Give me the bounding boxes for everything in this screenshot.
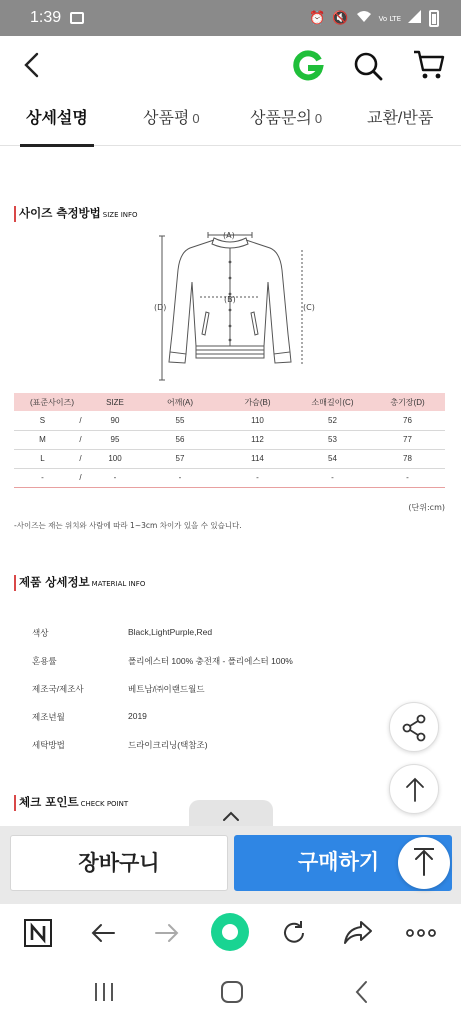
size-table xyxy=(14,393,445,488)
refresh-icon[interactable] xyxy=(280,919,308,947)
n-icon[interactable] xyxy=(24,919,52,947)
table-cell: / xyxy=(71,468,90,487)
size-note: -사이즈는 재는 위치와 사람에 따라 1~3cm 차이가 있을 수 있습니다. xyxy=(14,521,242,530)
col-header: 가슴(B) xyxy=(220,393,295,411)
section-subtitle: CHECK POINT xyxy=(80,800,129,808)
dim-d-label: (D) xyxy=(154,303,167,312)
alarm-icon: ⏰ xyxy=(309,11,326,26)
table-cell: 57 xyxy=(140,449,220,468)
table-cell: / xyxy=(71,411,90,430)
cart-icon[interactable] xyxy=(412,48,446,82)
chevron-up-icon xyxy=(189,800,273,828)
add-to-cart-button[interactable]: 장바구니 xyxy=(10,835,228,891)
tab-exchange-return[interactable] xyxy=(367,96,433,146)
table-cell: M xyxy=(14,430,71,449)
section-title-text: 제품 상세정보 xyxy=(19,575,90,589)
status-icons xyxy=(309,10,439,27)
mute-icon: 🔇 xyxy=(332,11,349,26)
material-value: Black,LightPurple,Red xyxy=(128,627,213,637)
gallery-icon xyxy=(70,12,84,24)
buy-button-label: 구매하기 xyxy=(298,850,380,874)
table-cell: 56 xyxy=(140,430,220,449)
arrow-up-icon xyxy=(390,765,440,815)
wifi-icon xyxy=(356,10,372,27)
tab-description[interactable] xyxy=(26,96,88,146)
chevron-left-icon[interactable] xyxy=(18,50,48,80)
buy-button[interactable] xyxy=(234,835,452,891)
tab-count: 0 xyxy=(314,111,323,126)
signal-icon xyxy=(408,10,422,27)
section-title-text: 체크 포인트 xyxy=(19,795,79,809)
share-button[interactable] xyxy=(389,702,439,752)
table-row xyxy=(14,449,445,468)
table-cell: - xyxy=(14,468,71,487)
recent-apps-icon[interactable] xyxy=(92,980,116,1004)
table-cell: L xyxy=(14,449,71,468)
unit-label: (단위:cm) xyxy=(408,503,445,512)
tab-label: 상품문의 xyxy=(250,110,312,127)
home-icon[interactable] xyxy=(219,979,245,1005)
expand-handle[interactable] xyxy=(189,800,273,828)
table-cell: 90 xyxy=(90,411,140,430)
table-cell: 78 xyxy=(370,449,445,468)
product-tabs xyxy=(0,96,461,146)
table-cell: 95 xyxy=(90,430,140,449)
table-cell: 52 xyxy=(295,411,370,430)
col-header: 어깨(A) xyxy=(140,393,220,411)
check-section-title xyxy=(14,795,128,811)
material-label: 혼용률 xyxy=(32,656,57,666)
tab-label: 상세설명 xyxy=(26,110,88,127)
col-header: SIZE xyxy=(90,393,140,411)
table-row xyxy=(14,430,445,449)
more-icon[interactable] xyxy=(405,919,437,947)
section-title-text: 사이즈 측정방법 xyxy=(19,206,101,220)
forward-arrow-icon[interactable] xyxy=(153,919,181,947)
material-value: 드라이크리닝(택참조) xyxy=(128,740,208,750)
home-circle-icon[interactable] xyxy=(210,912,250,952)
section-subtitle: MATERIAL INFO xyxy=(91,580,146,588)
material-value: 2019 xyxy=(128,711,147,721)
purchase-bar xyxy=(0,826,461,904)
g-logo-icon[interactable] xyxy=(292,50,324,82)
material-value: 베트남/㈜이랜드월드 xyxy=(128,684,205,694)
table-cell: 114 xyxy=(220,449,295,468)
system-back-icon[interactable] xyxy=(350,979,374,1005)
jacket-diagram xyxy=(150,222,320,384)
table-cell: 77 xyxy=(370,430,445,449)
scroll-top-circle[interactable] xyxy=(398,837,450,889)
share-icon xyxy=(390,703,440,753)
dim-c-label: (C) xyxy=(303,303,315,312)
table-cell: - xyxy=(370,468,445,487)
table-cell: - xyxy=(220,468,295,487)
browser-toolbar xyxy=(0,904,461,962)
battery-icon xyxy=(429,10,439,27)
table-cell: 110 xyxy=(220,411,295,430)
section-subtitle: SIZE INFO xyxy=(102,211,138,219)
table-cell: 54 xyxy=(295,449,370,468)
material-value: 폴리에스터 100% 충전재 - 폴리에스터 100% xyxy=(128,656,293,666)
col-header: 총기장(D) xyxy=(370,393,445,411)
tab-label: 상품평 xyxy=(143,110,190,127)
status-time: 1:39 xyxy=(30,9,62,26)
back-arrow-icon[interactable] xyxy=(89,919,117,947)
size-section-title xyxy=(14,206,138,222)
table-cell: 55 xyxy=(140,411,220,430)
table-cell: 100 xyxy=(90,449,140,468)
table-cell: 76 xyxy=(370,411,445,430)
network-label: Vo LTE xyxy=(378,14,401,23)
tab-count: 0 xyxy=(192,111,200,126)
tab-inquiries[interactable] xyxy=(250,96,322,146)
status-bar xyxy=(0,0,461,36)
dim-a-label: (A) xyxy=(223,231,235,240)
table-cell: 112 xyxy=(220,430,295,449)
tab-reviews[interactable] xyxy=(143,96,200,146)
table-row xyxy=(14,468,445,487)
app-header xyxy=(0,36,461,96)
table-cell: - xyxy=(295,468,370,487)
table-cell: / xyxy=(71,449,90,468)
material-label: 색상 xyxy=(32,628,49,638)
material-label: 세탁방법 xyxy=(32,740,65,750)
table-cell: - xyxy=(90,468,140,487)
table-row xyxy=(14,411,445,430)
material-label: 제조국/제조사 xyxy=(32,684,84,694)
share-arrow-icon[interactable] xyxy=(343,919,373,947)
table-cell: / xyxy=(71,430,90,449)
table-cell: S xyxy=(14,411,71,430)
arrow-up-icon xyxy=(398,837,450,889)
col-header: (표준사이즈) xyxy=(14,393,90,411)
dim-b-label: (B) xyxy=(224,295,236,304)
search-icon[interactable] xyxy=(352,50,384,82)
size-table-header xyxy=(14,393,445,411)
col-header: 소매길이(C) xyxy=(295,393,370,411)
tab-label: 교환/반품 xyxy=(367,110,434,127)
table-cell: 53 xyxy=(295,430,370,449)
scroll-top-button[interactable] xyxy=(389,764,439,814)
system-nav-bar xyxy=(0,962,461,1024)
material-section-title xyxy=(14,575,145,591)
table-cell: - xyxy=(140,468,220,487)
material-label: 제조년월 xyxy=(32,712,65,722)
